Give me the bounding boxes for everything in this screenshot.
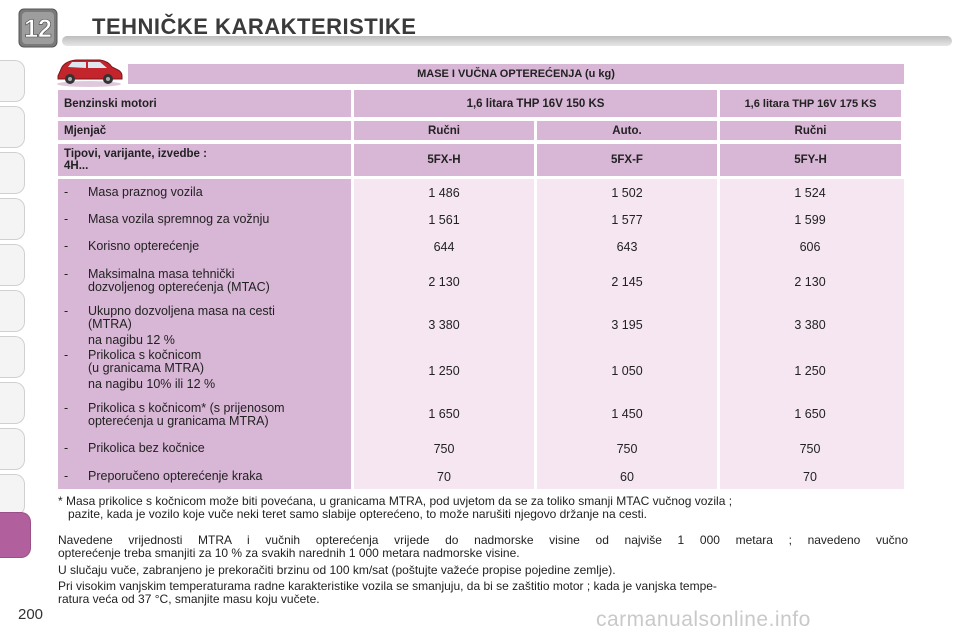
dash: - bbox=[64, 441, 69, 455]
paragraph-line: Navedene vrijednosti MTRA i vučnih opterećenja vrijede do nadmorske visine od najviše 1 000 metara ; navedeno vučno bbox=[58, 533, 908, 547]
spec-value: 750 bbox=[433, 442, 455, 456]
side-tab[interactable] bbox=[0, 152, 25, 194]
spec-label-text: Prikolica bez kočnice bbox=[88, 441, 205, 455]
spec-value: 644 bbox=[433, 240, 455, 254]
types-label-line2: 4H... bbox=[64, 160, 89, 172]
spec-value: 750 bbox=[799, 442, 821, 456]
spec-value: 606 bbox=[799, 240, 821, 254]
spec-value: 3 195 bbox=[611, 318, 643, 332]
spec-value: 1 486 bbox=[428, 186, 460, 200]
spec-value: 1 577 bbox=[611, 213, 643, 227]
spec-value: 1 599 bbox=[794, 213, 826, 227]
section-title: MASE I VUČNA OPTEREĆENJA (u kg) bbox=[128, 64, 904, 84]
footnote-line2: pazite, kada je vozilo koje vuče neki teret samo slabije opterećeno, to može narušiti njegovo držanje na cesti. bbox=[68, 507, 647, 521]
dash: - bbox=[64, 185, 69, 199]
side-tab[interactable] bbox=[0, 474, 25, 516]
dash: - bbox=[64, 348, 69, 362]
spec-value: 1 650 bbox=[794, 407, 826, 421]
spec-label-text: Maksimalna masa tehnički bbox=[88, 267, 235, 281]
spec-label-text: Ukupno dozvoljena masa na cesti bbox=[88, 304, 275, 318]
paragraph-altitude bbox=[58, 534, 908, 560]
chapter-badge-icon bbox=[18, 8, 58, 48]
side-tabs bbox=[0, 60, 26, 620]
spec-label-text: Prikolica s kočnicom* (s prijenosom bbox=[88, 401, 285, 415]
spec-label-text: (u granicama MTRA) bbox=[88, 361, 204, 375]
engine-row bbox=[58, 90, 904, 117]
dash: - bbox=[64, 401, 69, 415]
spec-label-text: Masa vozila spremnog za vožnju bbox=[88, 212, 270, 226]
spec-value: 1 502 bbox=[611, 186, 643, 200]
spec-value: 1 524 bbox=[794, 186, 826, 200]
spec-value: 1 450 bbox=[611, 407, 643, 421]
watermark: carmanualsonline.info bbox=[596, 608, 811, 631]
spec-value: 1 050 bbox=[611, 364, 643, 378]
paragraph-line: opterećenje treba smanjiti za 10 % za svakih narednih 1 000 metara nadmorske visine. bbox=[58, 546, 520, 560]
spec-label-text: dozvoljenog opterećenja (MTAC) bbox=[88, 280, 270, 294]
engine-row-label: Benzinski motori bbox=[58, 90, 351, 117]
type-code: 5FX-H bbox=[354, 144, 534, 176]
side-tab[interactable] bbox=[0, 244, 25, 286]
side-tab[interactable] bbox=[0, 198, 25, 240]
spec-label-text: Korisno opterećenje bbox=[88, 239, 200, 253]
engine-a: 1,6 litara THP 16V 150 KS bbox=[354, 90, 717, 117]
dash: - bbox=[64, 469, 69, 483]
dash: - bbox=[64, 212, 69, 226]
paragraph-speed: U slučaju vuče, zabranjeno je prekoračiti brzinu od 100 km/sat (poštujte važeće propise pojedine zemlje). bbox=[58, 563, 616, 577]
type-code: 5FY-H bbox=[720, 144, 901, 176]
page-number: 200 bbox=[18, 606, 44, 623]
side-tab[interactable] bbox=[0, 382, 25, 424]
spec-label-text: Preporučeno opterećenje kraka bbox=[88, 469, 263, 483]
types-row-label bbox=[58, 144, 351, 176]
paragraph-temperature bbox=[58, 580, 908, 606]
gearbox-value: Ručni bbox=[720, 121, 901, 140]
gearbox-row bbox=[58, 121, 904, 140]
spec-value: 2 130 bbox=[428, 275, 460, 289]
spec-label-text: (MTRA) bbox=[88, 317, 132, 331]
page-title: TEHNIČKE KARAKTERISTIKE bbox=[92, 14, 417, 39]
chapter-number: 12 bbox=[24, 15, 52, 43]
gearbox-value: Auto. bbox=[537, 121, 717, 140]
paragraph-line: ratura veća od 37 °C, smanjite masu koju vučete. bbox=[58, 592, 320, 606]
spec-label-text: na nagibu 12 % bbox=[88, 333, 175, 347]
spec-table-body bbox=[58, 179, 904, 489]
type-code: 5FX-F bbox=[537, 144, 717, 176]
spec-value: 643 bbox=[616, 240, 638, 254]
gearbox-value: Ručni bbox=[354, 121, 534, 140]
spec-value: 1 250 bbox=[794, 364, 826, 378]
dash: - bbox=[64, 267, 69, 281]
car-icon bbox=[52, 54, 126, 88]
spec-value: 3 380 bbox=[428, 318, 460, 332]
side-tab[interactable] bbox=[0, 290, 25, 332]
footnote-line1: * Masa prikolice s kočnicom može biti povećana, u granicama MTRA, pod uvjetom da se za toliko smanji MTAC vučnog vozila ; bbox=[58, 494, 733, 508]
spec-value: 2 145 bbox=[611, 275, 643, 289]
side-tab[interactable] bbox=[0, 428, 25, 470]
spec-label-text: opterećenja u granicama MTRA) bbox=[88, 414, 269, 428]
spec-value: 70 bbox=[437, 470, 451, 484]
side-tab[interactable] bbox=[0, 106, 25, 148]
gearbox-row-label: Mjenjač bbox=[58, 121, 351, 140]
spec-label-text: Masa praznog vozila bbox=[88, 185, 203, 199]
spec-value: 1 250 bbox=[428, 364, 460, 378]
types-row bbox=[58, 144, 904, 176]
spec-value: 750 bbox=[616, 442, 638, 456]
spec-value: 3 380 bbox=[794, 318, 826, 332]
spec-value: 1 561 bbox=[428, 213, 460, 227]
spec-value: 60 bbox=[620, 470, 634, 484]
side-tab[interactable] bbox=[0, 60, 25, 102]
dash: - bbox=[64, 239, 69, 253]
spec-value: 1 650 bbox=[428, 407, 460, 421]
side-tab[interactable] bbox=[0, 336, 25, 378]
spec-label-text: Prikolica s kočnicom bbox=[88, 348, 202, 362]
spec-value: 2 130 bbox=[794, 275, 826, 289]
spec-label-text: na nagibu 10% ili 12 % bbox=[88, 377, 216, 391]
side-tab-active[interactable] bbox=[0, 512, 31, 558]
footnote bbox=[58, 495, 908, 521]
types-label-line1: Tipovi, varijante, izvedbe : bbox=[64, 148, 207, 160]
spec-value: 70 bbox=[803, 470, 817, 484]
dash: - bbox=[64, 304, 69, 318]
paragraph-line: Pri visokim vanjskim temperaturama radne karakteristike vozila se smanjuju, da bi se zaštitio motor ; kada je vanjska tempe- bbox=[58, 579, 717, 593]
engine-b: 1,6 litara THP 16V 175 KS bbox=[720, 90, 901, 117]
